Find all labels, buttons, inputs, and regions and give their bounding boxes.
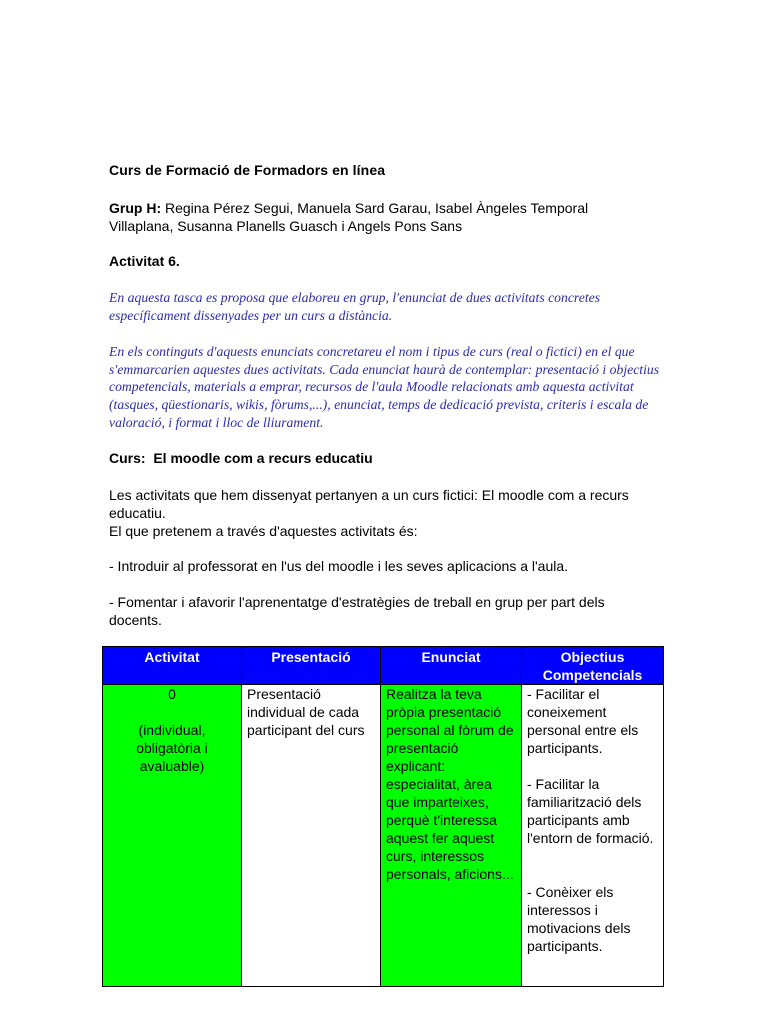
document-title: Curs de Formació de Formadors en línea xyxy=(109,162,386,178)
cell-objectius xyxy=(522,685,664,987)
objectiu-2: - Facilitar la familiarització dels participants amb l'entorn de formació. xyxy=(527,776,654,846)
group-members: Regina Pérez Segui, Manuela Sard Garau, Isabel Àngeles Temporal Villaplana, Susanna Planells Guasch i Angels Pons Sans xyxy=(109,200,589,234)
header-activitat: Activitat xyxy=(103,647,242,685)
table-header-row xyxy=(103,647,664,685)
objectiu-1: - Facilitar el coneixement personal entre els participants. xyxy=(527,686,639,756)
instructions-paragraph-2: En els continguts d'aquests enunciats concretareu el nom i tipus de curs (real o fictici) en el que s'emmarcarien aquestes dues activitats. Cada enunciat haurà de contemplar: presentació i objectius competencials, materials a emprar, recursos de l'aula Moodle relacionats amb aquesta activitat (tasques, qüestionaris, wikis, fòrums,...), enunciat, temps de dedicació prevista, criteris i escala de valoració, i format i lloc de lliurament. xyxy=(109,344,660,430)
activity-heading: Activitat 6. xyxy=(109,253,180,269)
header-enunciat: Enunciat xyxy=(381,647,522,685)
header-presentacio: Presentació xyxy=(242,647,381,685)
group-line xyxy=(109,199,654,235)
table-row xyxy=(103,685,664,987)
course-description: Les activitats que hem dissenyat pertanyen a un curs fictici: El moodle com a recurs educatiu. El que pretenem a través d'aquestes activitats és: xyxy=(109,487,629,539)
objective-bullet-1: - Introduir al professorat en l'us del moodle i les seves aplicacions a l'aula. xyxy=(109,558,569,574)
cell-enunciat: Realitza la teva pròpia presentació personal al fòrum de presentació explicant: especialitat, àrea que imparteixes, perquè t'interessa aquest fer aquest curs, interessos personals, aficions... xyxy=(381,685,522,987)
activitat-type: (individual, obligatòria i avaluable) xyxy=(136,722,208,774)
objective-bullet-2: - Fomentar i afavorir l'aprenentatge d'estratègies de treball en grup per part dels docents. xyxy=(109,594,605,628)
cell-activitat xyxy=(103,685,242,987)
course-heading: Curs: El moodle com a recurs educatiu xyxy=(109,450,373,466)
cell-presentacio: Presentació individual de cada participant del curs xyxy=(242,685,381,987)
instructions-paragraph-1: En aquesta tasca es proposa que elaboreu en grup, l'enunciat de dues activitats concretes específicament dissenyades per un curs a distància. xyxy=(109,290,601,323)
group-label: Grup H: xyxy=(109,200,162,216)
activities-table xyxy=(102,646,664,987)
header-objectius: Objectius Competencials xyxy=(522,647,664,685)
activitat-number: 0 xyxy=(168,686,176,702)
objectiu-3: - Conèixer els interessos i motivacions dels participants. xyxy=(527,884,631,954)
